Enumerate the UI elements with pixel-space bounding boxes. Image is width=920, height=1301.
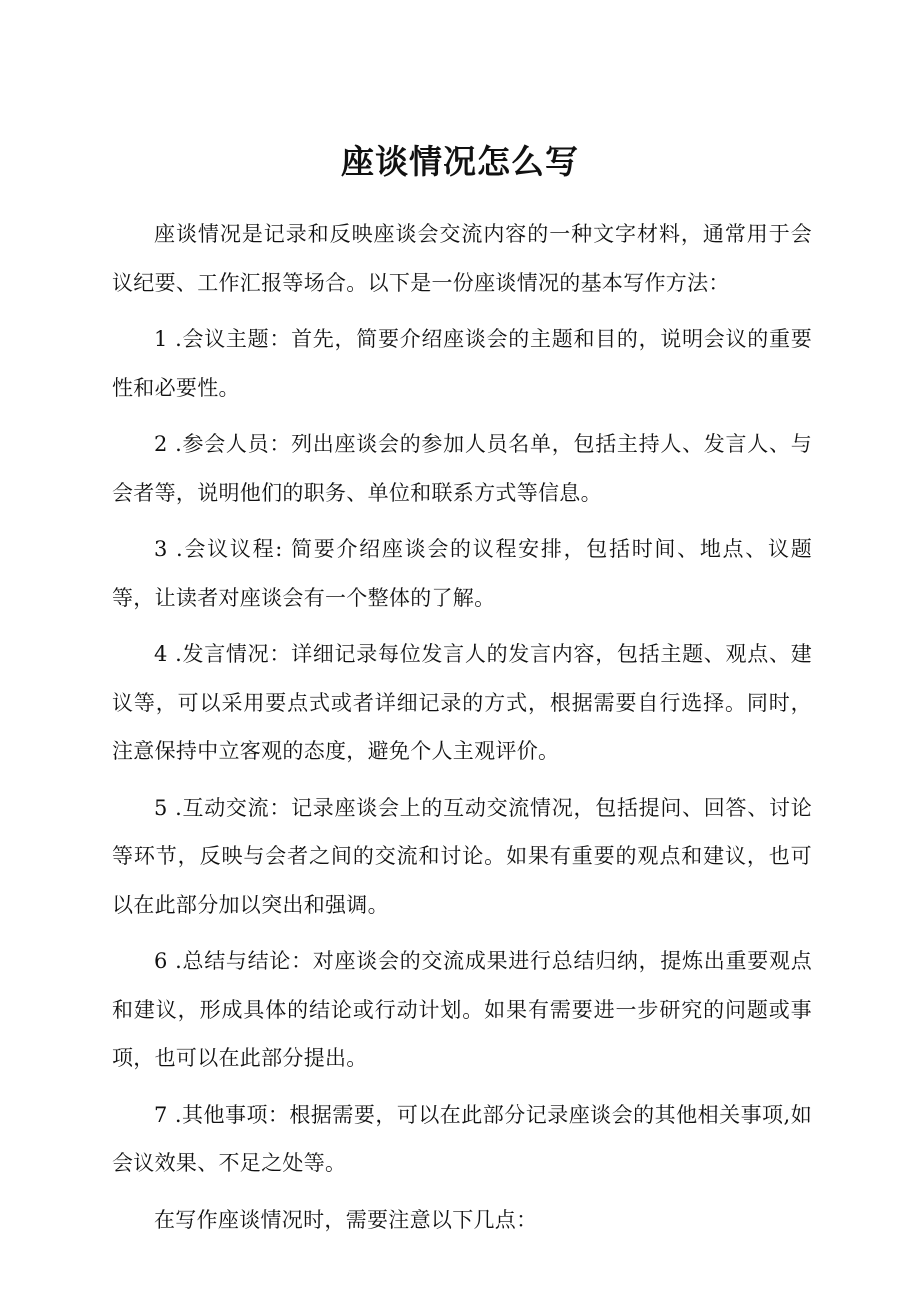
item-number: 5 (154, 795, 168, 820)
item-number: 1 (154, 327, 168, 351)
item-text: .发言情况：详细记录每位发言人的发言内容，包括主题、观点、建议等，可以采用要点式或者详细记录的方式，根据需要自行选择。同时，注意保持中立客观的态度，避免个人主观评价。 (112, 642, 812, 763)
list-item (112, 784, 812, 930)
list-item (112, 420, 812, 517)
list-item (112, 630, 812, 776)
closing-paragraph: 在写作座谈情况时，需要注意以下几点： (154, 1207, 538, 1232)
item-number: 4 (154, 642, 168, 666)
document-body (112, 210, 812, 1252)
list-item (112, 315, 812, 412)
item-text: .其他事项：根据需要，可以在此部分记录座谈会的其他相关事项,如会议效果、不足之处等。 (112, 1102, 812, 1175)
item-number: 6 (154, 949, 168, 973)
item-text: .参会人员：列出座谈会的参加人员名单，包括主持人、发言人、与会者等，说明他们的职务、单位和联系方式等信息。 (112, 432, 812, 505)
item-text: .会议主题：首先，简要介绍座谈会的主题和目的，说明会议的重要性和必要性。 (112, 327, 812, 400)
item-text: .互动交流：记录座谈会上的互动交流情况，包括提问、回答、讨论等环节，反映与会者之间的交流和讨论。如果有重要的观点和建议，也可以在此部分加以突出和强调。 (112, 795, 812, 917)
page-title: 座谈情况怎么写 (341, 142, 579, 182)
item-text: .会议议程: 简要介绍座谈会的议程安排，包括时间、地点、议题等，让读者对座谈会有一个整体的了解。 (112, 537, 812, 610)
intro-paragraph: 座谈情况是记录和反映座谈会交流内容的一种文字材料，通常用于会议纪要、工作汇报等场合。以下是一份座谈情况的基本写作方法： (112, 222, 812, 295)
item-text: .总结与结论：对座谈会的交流成果进行总结归纳，提炼出重要观点和建议，形成具体的结论或行动计划。如果有需要进一步研究的问题或事项，也可以在此部分提出。 (112, 949, 812, 1070)
item-number: 7 (154, 1102, 168, 1127)
list-item (112, 1091, 812, 1188)
item-number: 2 (154, 432, 168, 456)
list-item (112, 525, 812, 622)
list-item (112, 937, 812, 1083)
item-number: 3 (154, 537, 168, 561)
